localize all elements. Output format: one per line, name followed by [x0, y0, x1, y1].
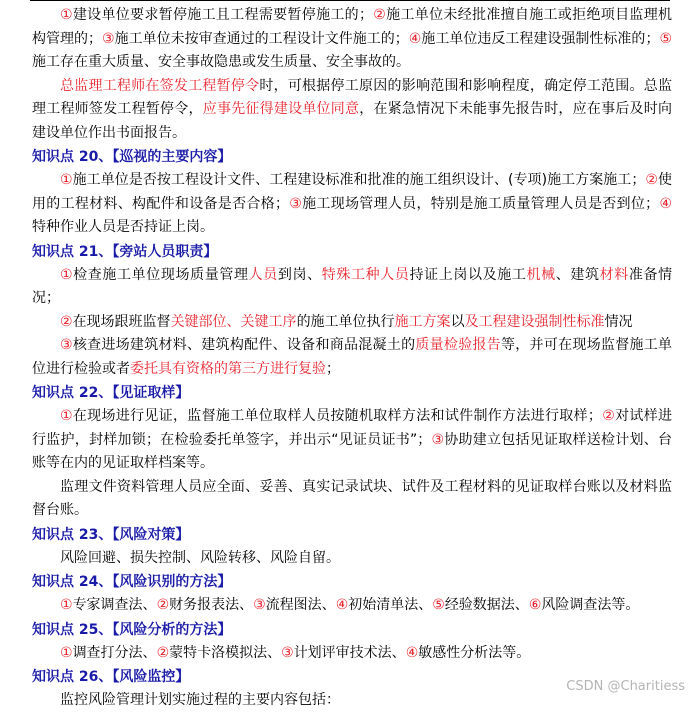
paragraph	[32, 75, 672, 146]
body-text: 建设单位要求暂停施工且工程需要暂停施工的；	[72, 7, 373, 23]
paragraph	[32, 169, 672, 240]
highlight-text: ①	[60, 172, 73, 188]
body-text: 持证上岗以及施工	[409, 266, 527, 283]
highlight-text: 应事先征得建设单位同意	[202, 101, 360, 117]
knowledge-point-heading: 知识点 20、【巡视的主要内容】	[32, 149, 232, 165]
knowledge-point-heading: 知识点 26、【风险监控】	[32, 669, 190, 685]
body-text: 施工单位未经批准擅自施工或拒绝项目监理机构管理的；	[32, 7, 672, 47]
body-text: 蒙特卡洛模拟法、	[169, 644, 282, 661]
body-text: 使用的工程材料、构配件和设备是否合格；	[32, 172, 672, 212]
body-text: 监理文件资料管理人员应全面、妥善、真实记录试块、试件及工程材料的见证取样台账以及材料监督台账。	[32, 478, 672, 518]
knowledge-point-heading: 知识点 22、【见证取样】	[32, 385, 190, 401]
highlight-text: ④	[408, 30, 422, 47]
csdn-watermark: CSDN @Charitiess	[566, 679, 685, 694]
highlight-text: ②	[156, 644, 170, 661]
highlight-text: ①	[60, 597, 73, 613]
body-text: 流程图法、	[265, 597, 336, 613]
highlight-text: ①	[60, 7, 73, 23]
body-text: ，在紧急情况下未能事先报告时，应在事后及时向建设单位作出书面报告。	[32, 101, 673, 141]
highlight-text: ②	[645, 172, 658, 188]
paragraph	[32, 642, 672, 666]
paragraph	[32, 476, 672, 523]
body-text: 在现场跟班监督	[72, 313, 171, 330]
body-text: 监控风险管理计划实施过程的主要内容包括：	[60, 692, 340, 708]
highlight-text: ③	[431, 431, 445, 448]
highlight-text: 委托具有资格的第三方进行复验	[130, 360, 326, 377]
highlight-text: 关键部位、关键工序	[170, 313, 297, 330]
body-text: 经验数据法、	[444, 597, 529, 613]
body-text: 施工单位违反工程建设强制性标准的；	[421, 30, 660, 47]
highlight-text: 及工程建设强制性标准	[464, 313, 605, 330]
body-text: 财务报表法、	[169, 597, 254, 613]
paragraph	[32, 547, 672, 571]
body-text: 到岗、	[277, 266, 322, 283]
body-text: 情况	[604, 313, 633, 330]
paragraph	[32, 264, 672, 311]
highlight-text: ③	[253, 597, 266, 613]
highlight-text: ③	[60, 337, 73, 353]
body-text: 特种作业人员是否持证上岗。	[32, 219, 214, 235]
highlight-text: ⑤	[659, 30, 673, 47]
body-text: 初始清单法、	[348, 597, 433, 613]
body-text: 施工现场管理人员，特别是施工质量管理人员是否到位；	[302, 195, 660, 212]
body-text: 核查进场建筑材料、建筑构配件、设备和商品混凝土的	[72, 337, 416, 353]
body-text: 施工存在重大质量、安全事故隐患或发生质量、安全事故的。	[32, 54, 410, 70]
highlight-text: ③	[281, 644, 294, 661]
highlight-text: 人员	[248, 266, 278, 283]
highlight-text: ①	[60, 266, 74, 283]
body-text: 协助建立包括见证取样送检计划、台账等在内的见证取样档案等。	[32, 431, 673, 471]
highlight-text: ⑥	[528, 597, 542, 613]
body-text: 施工单位是否按工程设计文件、工程建设标准和批准的施工组织设计、(专项)施工方案施工；	[72, 172, 646, 188]
highlight-text: 特殊工种人员	[321, 266, 410, 283]
highlight-text: 质量检验报告	[415, 337, 502, 353]
highlight-text: ③	[288, 195, 303, 212]
body-text: 敏感性分析法等。	[418, 644, 531, 661]
body-text: ；	[326, 360, 340, 377]
highlight-text: ①	[60, 408, 73, 424]
paragraph	[32, 4, 672, 75]
body-text: 以	[450, 313, 465, 330]
highlight-text: ①	[60, 644, 73, 661]
highlight-text: ②	[60, 313, 73, 330]
knowledge-point-heading: 知识点 23、【风险对策】	[32, 526, 190, 543]
paragraph	[32, 311, 672, 335]
highlight-text: 机械	[526, 266, 556, 283]
highlight-text: ⑤	[432, 597, 445, 613]
body-text: 、建筑	[555, 266, 600, 283]
highlight-text: ④	[335, 597, 349, 613]
highlight-text: ②	[156, 597, 170, 613]
body-text: 风险调查法等。	[541, 597, 640, 613]
document-body	[32, 4, 672, 713]
top-rule	[30, 0, 670, 1]
body-text: 风险回避、损失控制、风险转移、风险自留。	[60, 549, 340, 566]
body-text: 在现场进行见证，监督施工单位取样人员按随机取样方法和试件制作方法进行取样；	[72, 408, 602, 424]
highlight-text: ③	[102, 30, 115, 47]
knowledge-point-heading: 知识点 21、【旁站人员职责】	[32, 243, 218, 260]
highlight-text: 总监理工程师在签发工程暂停令	[60, 77, 260, 94]
paragraph	[32, 594, 672, 618]
highlight-text: ④	[405, 644, 419, 661]
highlight-text: ②	[373, 7, 387, 23]
body-text: 等，并可在现场监督施工单位进行检验或者	[32, 337, 673, 377]
body-text: 准备情况；	[32, 266, 673, 306]
paragraph	[32, 405, 672, 476]
body-text: 时，可根据停工原因的影响范围和影响程度，确定停工范围。总监理工程师签发工程暂停令，	[32, 77, 673, 117]
body-text: 检查施工单位现场质量管理	[73, 266, 249, 283]
body-text: 施工单位未按审查通过的工程设计文件施工的；	[114, 30, 409, 47]
body-text: 对试样进行监护，封样加锁；在检验委托单签字，并出示“见证员证书”；	[32, 408, 672, 448]
body-text: 计划评审技术法、	[293, 644, 406, 661]
body-text: 专家调查法、	[72, 597, 157, 613]
highlight-text: ②	[601, 408, 616, 424]
highlight-text: 施工方案	[394, 313, 451, 330]
knowledge-point-heading: 知识点 25、【风险分析的方法】	[32, 621, 232, 638]
body-text: 调查打分法、	[72, 644, 157, 661]
knowledge-point-heading: 知识点 24、【风险识别的方法】	[32, 574, 232, 590]
body-text: 的施工单位执行	[296, 313, 395, 330]
highlight-text: ④	[659, 195, 673, 212]
paragraph	[32, 334, 672, 381]
highlight-text: 材料	[599, 266, 629, 283]
